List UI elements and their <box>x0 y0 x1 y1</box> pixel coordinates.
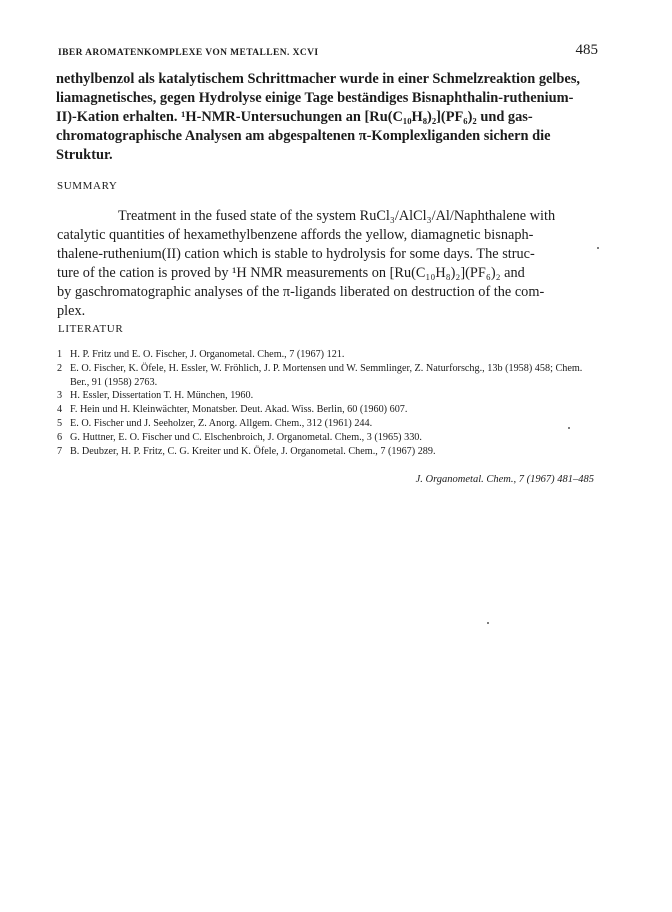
reference-text: B. Deubzer, H. P. Fritz, C. G. Kreiter und K. Öfele, J. Organometal. Chem., 7 (1967) 289. <box>70 445 436 457</box>
scan-speck <box>568 427 570 429</box>
reference-text: H. Essler, Dissertation T. H. München, 1960. <box>70 390 254 402</box>
reference-number: 1 <box>57 349 63 360</box>
reference-item <box>57 403 602 417</box>
reference-text: E. O. Fischer, K. Öfele, H. Essler, W. Fröhlich, J. P. Mortensen und W. Semmlinger, Z. Naturforschg., 13b (1958) 458; Chem. Ber., 91 (1958) 2763. <box>70 362 583 388</box>
paragraph-line: II)-Kation erhalten. ¹H-NMR-Untersuchungen an [Ru(C₁₀H₈)₂](PF₆)₂ und gas- <box>56 109 533 125</box>
paragraph-line: ture of the cation is proved by ¹H NMR measurements on [Ru(C₁₀H₈)₂](PF₆)₂ and <box>57 265 525 281</box>
reference-number: 2 <box>57 362 63 374</box>
running-title: IBER AROMATENKOMPLEXE VON METALLEN. XCVI <box>58 48 319 58</box>
running-head <box>58 42 598 60</box>
paragraph-line: liamagnetisches, gegen Hydrolyse einige Tage beständiges Bisnaphthalin-ruthenium- <box>56 90 574 106</box>
reference-item <box>57 348 602 362</box>
paragraph-line: plex. <box>57 303 86 319</box>
summary-heading: SUMMARY <box>57 180 118 192</box>
paragraph-line: catalytic quantities of hexamethylbenzene affords the yellow, diamagnetic bisnaph- <box>57 227 534 243</box>
reference-number: 7 <box>57 445 63 457</box>
german-abstract-paragraph <box>56 70 600 165</box>
reference-item <box>57 445 602 459</box>
paragraph-line: Struktur. <box>56 147 113 163</box>
scan-speck <box>597 247 599 249</box>
references-heading: LITERATUR <box>58 323 124 335</box>
reference-text: E. O. Fischer und J. Seeholzer, Z. Anorg. Allgem. Chem., 312 (1961) 244. <box>70 417 373 429</box>
reference-text: H. P. Fritz und E. O. Fischer, J. Organometal. Chem., 7 (1967) 121. <box>70 349 345 360</box>
reference-item <box>57 431 602 445</box>
reference-number: 3 <box>57 390 63 402</box>
reference-item <box>57 362 602 390</box>
paragraph-line: thalene-ruthenium(II) cation which is stable to hydrolysis for some days. The struc- <box>57 246 535 262</box>
reference-text: G. Huttner, E. O. Fischer und C. Elschenbroich, J. Organometal. Chem., 3 (1965) 330. <box>70 431 422 443</box>
reference-number: 6 <box>57 431 63 443</box>
scan-speck <box>487 622 489 624</box>
reference-list <box>57 348 602 458</box>
summary-paragraph <box>57 207 599 321</box>
reference-number: 5 <box>57 417 63 429</box>
reference-number: 4 <box>57 404 63 416</box>
reference-item <box>57 417 602 431</box>
reference-text: F. Hein und H. Kleinwächter, Monatsber. Deut. Akad. Wiss. Berlin, 60 (1960) 607. <box>70 404 408 416</box>
paragraph-line: by gaschromatographic analyses of the π-ligands liberated on destruction of the com- <box>57 284 545 300</box>
paragraph-line: chromatographische Analysen am abgespaltenen π-Komplexliganden sichern die <box>56 128 551 144</box>
paragraph-line: Treatment in the fused state of the system RuCl₃/AlCl₃/Al/Naphthalene with <box>118 208 556 224</box>
journal-citation-footer: J. Organometal. Chem., 7 (1967) 481–485 <box>415 474 594 485</box>
paragraph-line: nethylbenzol als katalytischem Schrittmacher wurde in einer Schmelzreaktion gelbes, <box>56 71 581 87</box>
reference-item <box>57 389 602 403</box>
page-number: 485 <box>575 42 598 58</box>
